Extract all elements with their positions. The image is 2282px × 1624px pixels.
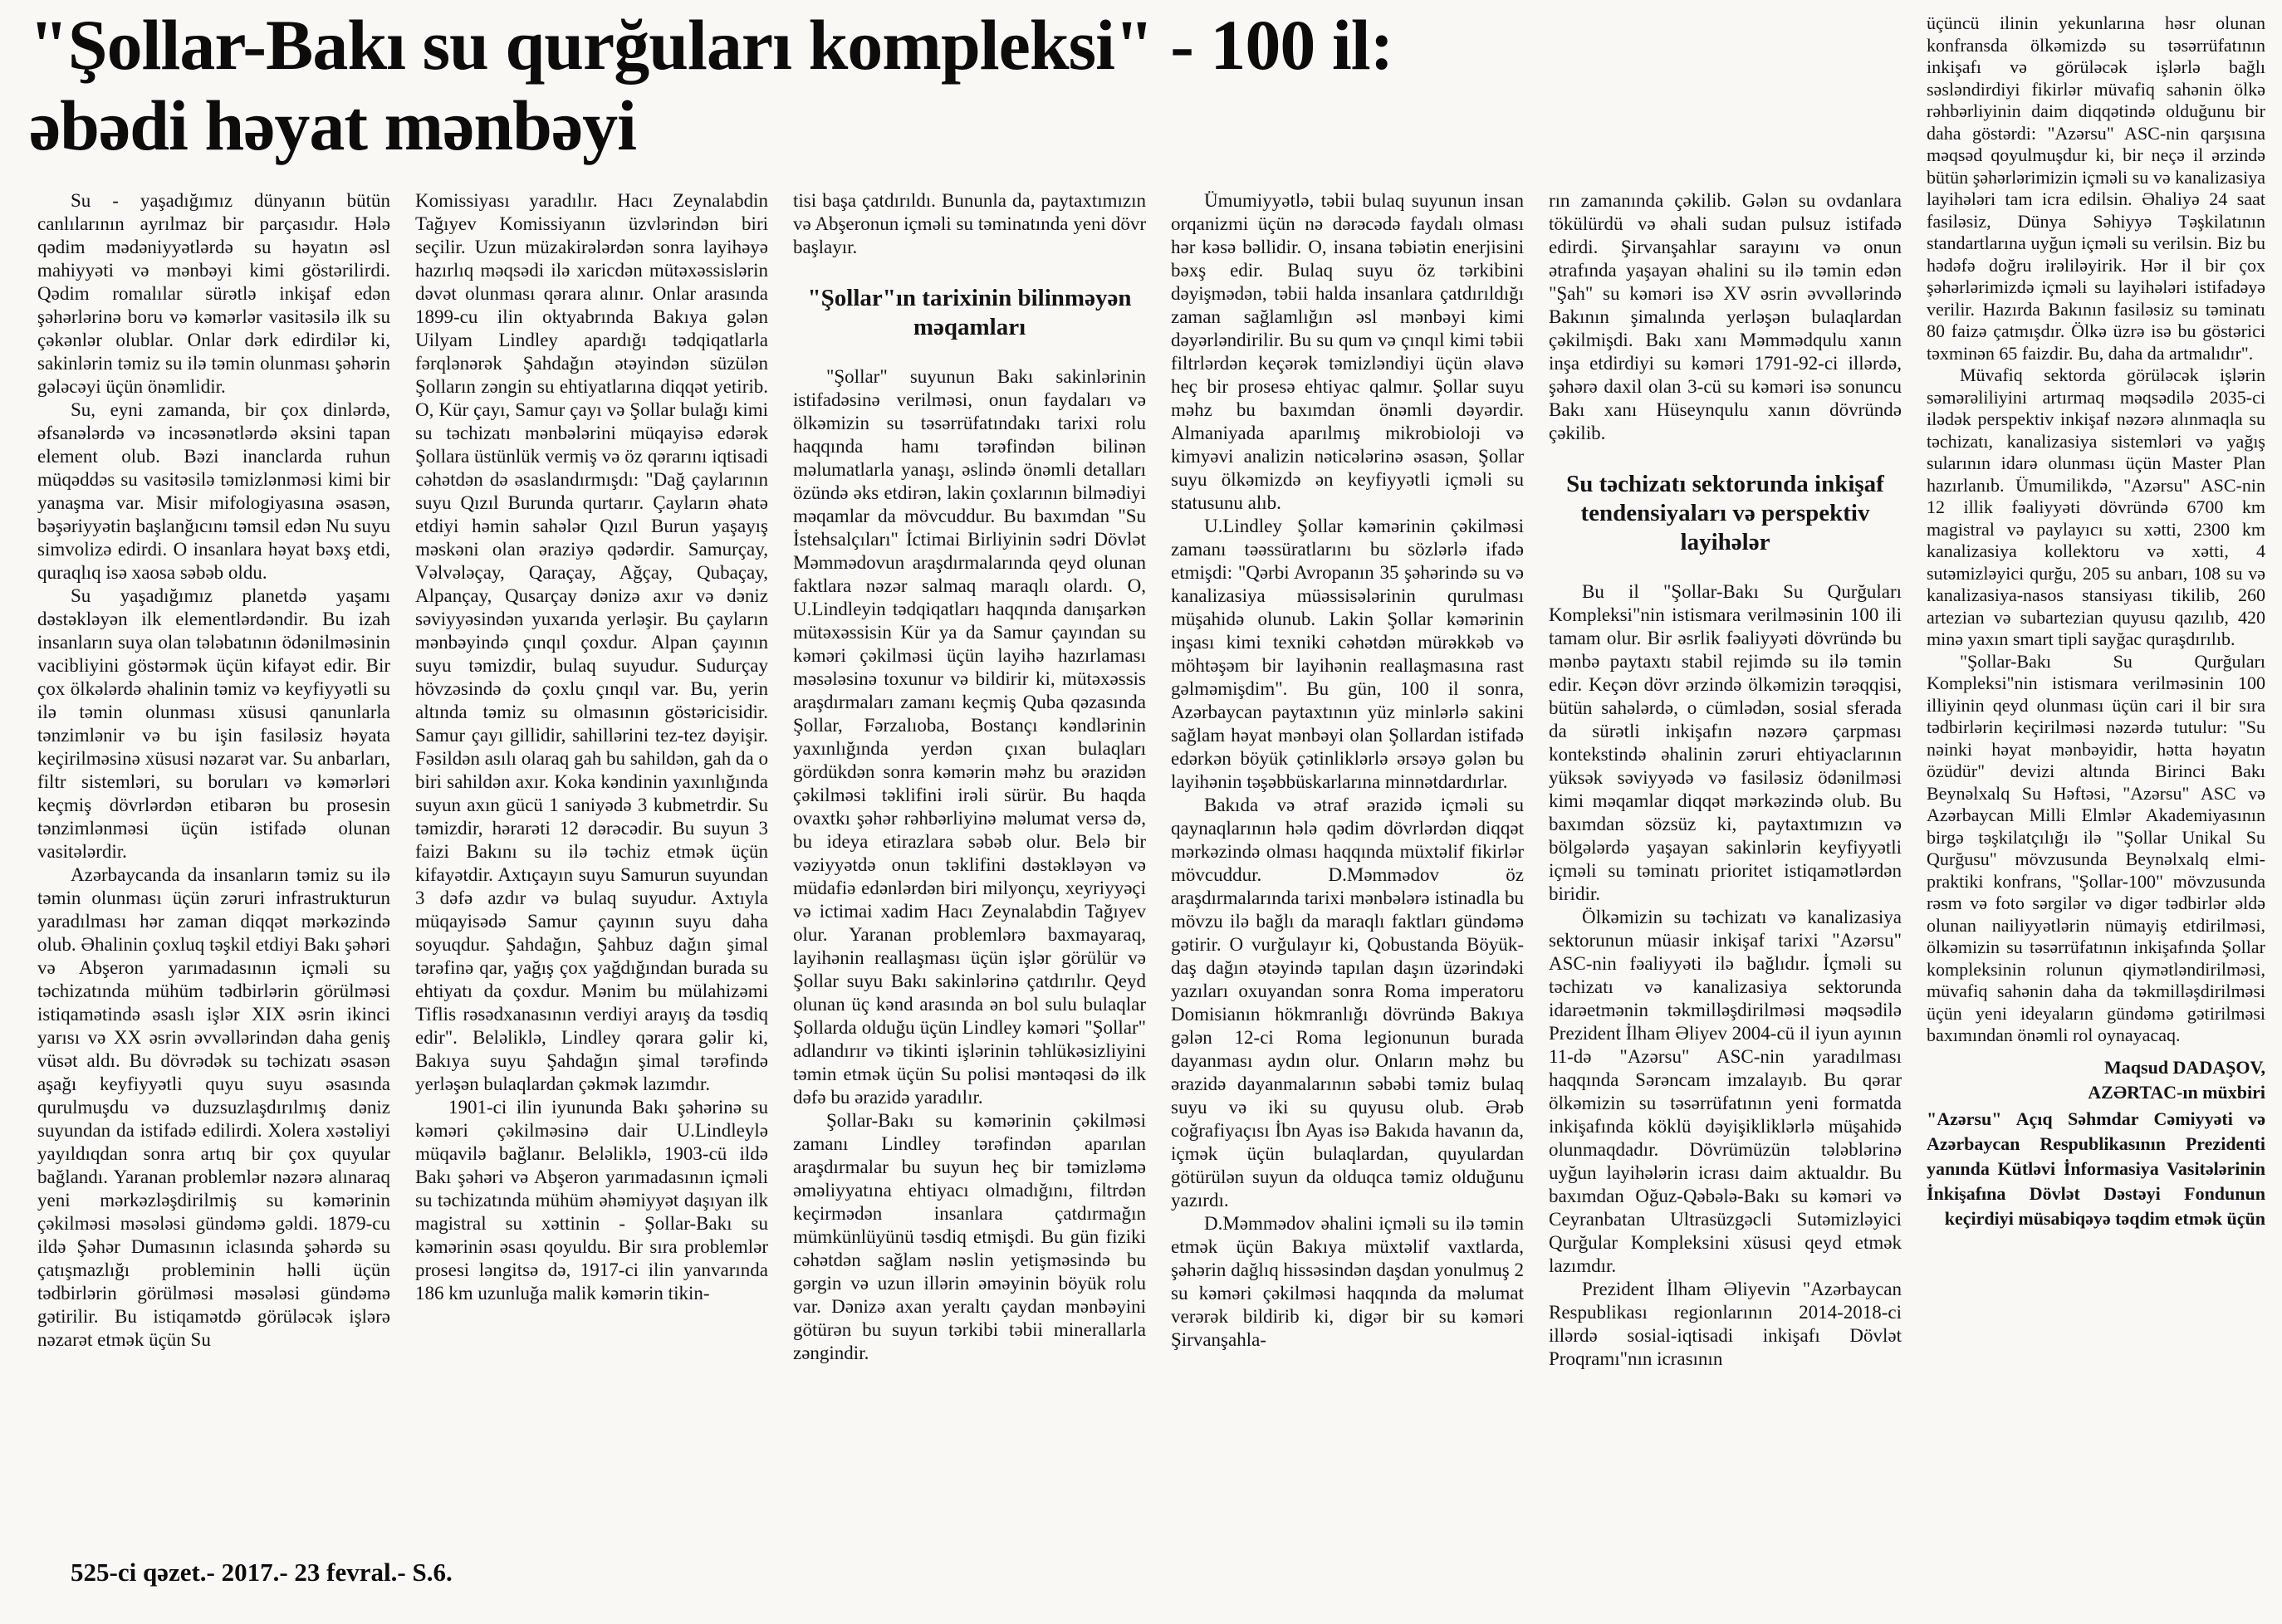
article-column-6 (1927, 12, 2265, 1231)
headline-line-1: "Şollar-Bakı su qurğuları kompleksi" - 100 il: (29, 5, 1393, 85)
headline-line-2: əbədi həyat mənbəyi (29, 86, 637, 165)
page-footer: 525-ci qəzet.- 2017.- 23 fevral.- S.6. (71, 1558, 453, 1587)
paragraph: Şollar-Bakı su kəmərinin çəkilməsi zamanı Lindley tərəfindən aparılan araşdırmalar bu suyun heç bir təmizləmə əməliyyatına ehtiyacı olmadığını, filtrdən keçirmədən insanlara çatdırmağın mümkünlüyünü təsdiq etmişdi. Bu gün fiziki cəhətdən sağlam nəslin yetişməsində bu gərgin və uzun illərin əməyinin böyük rolu var. Dənizə axan yeraltı çaydan mənbəyini götürən bu suyun tərkibi təbii minerallarla zəngindir. (793, 1110, 1146, 1363)
paragraph: Su, eyni zamanda, bir çox dinlərdə, əfsanələrdə və incəsənətlərdə əksini tapan element olub. Bəzi inanclarda ruhun müqəddəs su vasitəsilə təmizlənməsi kimi bir yanaşma var. Misir mifologiyasına əsasən, bəşəriyyətin başlanğıcını təmsil edən Nu suyu simvolizə edirdi. O insanlara həyat bəxş etdi, quraqlıq isə xaosa səbəb oldu. (37, 399, 390, 583)
paragraph: D.Məmmədov əhalini içməli su ilə təmin etmək üçün Bakıya müxtəlif vaxtlarda, şəhərin dağlıq hissəsindən daşdan yonulmuş 2 su kəməri çəkilməsi haqqında da məlumat verərək bildirib ki, digər bir su kəməri Şirvanşahla- (1171, 1213, 1524, 1350)
section-heading-sollar-history: "Şollar"ın tarixinin bilinməyən məqamları (807, 285, 1132, 340)
article-column-3 (793, 189, 1146, 1365)
section-heading-water-sector: Su təchizatı sektorunda inkişaf tendensiyaları və perspektiv layihələr (1566, 471, 1884, 555)
paragraph: Su yaşadığımız planetdə yaşamı dəstəkləyən ilk elementlərdəndir. Bu izah insanların suya olan tələbatının ödənilməsinin vacibliyini göstərmək üçün kifayət edir. Bir çox ölkələrdə əhalinin təmiz və keyfiyyətli su ilə təmin olunması xüsusi qanunlarla tənzimlənir və bu işin fasiləsiz həyata keçirilməsinə xüsusi nəzarət var. Su anbarları, filtr sistemləri, su boruları və kəmərləri keçmiş dövrlərdən etibarən bu prosesin tənzimlənməsi üçün istifadə olunan vasitələrdir. (37, 585, 390, 862)
paragraph: U.Lindley Şollar kəmərinin çəkilməsi zamanı təəssüratlarını bu sözlərlə ifadə etmişdi: "Qərbi Avropanın 35 şəhərində su və kanalizasiya müəssisələrinin qurulması müşahidə olunub. Lakin Şollar kəmərinin inşası kimi texniki cəhətdən mürəkkəb və möhtəşəm bir layihənin reallaşmasına rast gəlməmişdim". Bu gün, 100 il sonra, Azərbaycan paytaxtının yüz minlərlə sakini sağlam həyat mənbəyi olan Şollardan istifadə edərkən böyük çətinliklərlə ərsəyə gələn bu layihənin təşəbbüskarlarına minnətdardırlar. (1171, 516, 1524, 792)
paragraph: tisi başa çatdırıldı. Bununla da, paytaxtımızın və Abşeronun içməli su təminatında yeni dövr başlayır. (793, 190, 1146, 257)
article-column-2 (415, 189, 768, 1305)
paragraph: "Şollar" suyunun Bakı sakinlərinin istifadəsinə verilməsi, onun faydaları və ölkəmizin su təsərrüfatındakı tarixi rolu haqqında hamı tərəfindən bilinən məlumatlarla yanaşı, əslində önəmli detalları özündə əks etdirən, lakin çoxlarının bilmədiyi məqamlar da mövcuddur. Bu baxımdan "Su İstehsalçıları" İctimai Birliyinin sədri Dövlət Məmmədovun araşdırmalarında qeyd olunan faktlara nəzər salmaq maraqlı olardı. O, U.Lindleyin tədqiqatları haqqında danışarkən mütəxəssisin Kür ya da Samur çayından su kəməri çəkilməsi üçün layihə hazırlaması məsələsinə toxunur və bildirir ki, mütəxəssis araşdırmaları zamanı keçmiş Quba qəzasında Şollar, Fərzalıoba, Bostançı kəndlərinin yaxınlığında yerdən çıxan bulaqları gördükdən sonra kəmərin məhz bu ərazidən çəkilməsi təklifini irəli sürür. Bu haqda ovaxtkı şəhər rəhbərliyinə məlumat versə də, bu ideya etirazlara səbəb olur. Belə bir vəziyyətdə onun təklifini dəstəkləyən və müdafiə edənlərdən biri milyonçu, xeyriyyəçi və ictimai xadim Hacı Zeynalabdin Tağıyev olur. Yaranan problemlərə baxmayaraq, layihənin reallaşması üçün işlər görülür və Şollar suyu Bakı sakinlərinə çatdırılır. Qeyd olunan üç kənd arasında ən bol sulu bulaqlar Şollarda olduğu üçün Lindley kəməri "Şollar" adlandırır və tikinti işlərinin təhlükəsizliyini təmin etmək üçün Su polisi məntəqəsi də ilk dəfə bu ərazidə yaradılır. (793, 366, 1146, 1108)
paragraph: Komissiyası yaradılır. Hacı Zeynalabdin Tağıyev Komissiyanın üzvlərindən biri seçilir. Uzun müzakirələrdən sonra layihəyə hazırlıq məqsədi ilə xaricdən mütəxəssislərin dəvət olunması qərara alınır. Onlar arasında 1899-cu ilin oktyabrında Bakıya gələn Uilyam Lindley apardığı tədqiqatlarla fərqlənərək Şahdağın ətəyindən süzülən Şolların zəngin su ehtiyatlarına diqqət yetirib. O, Kür çayı, Samur çayı və Şollar bulağı kimi su təchizatı mənbələrini müqayisə edərək Şollara üstünlük vermiş və öz qərarını iqtisadi cəhətdən də əsaslandırmışdı: "Dağ çaylarının suyu Qızıl Burunda qurtarır. Çayların əhatə etdiyi həmin sahələr Qızıl Burun yaşayış məskəni olan əraziyə qədərdir. Samurçay, Vəlvələçay, Qaraçay, Ağçay, Qubaçay, Alpançay, Qusarçay dənizə axır və dəniz səviyyəsindən yuxarıda yerləşir. Bu çayların mənbəyində çınqıl çoxdur. Alpan çayının suyu təmizdir, bulaq suyudur. Sudurçay hövzəsində də çoxlu çınqıl var. Bu, yerin altında təmiz su olmasının göstəricisidir. Samur çayı gillidir, sahillərini tez-tez dəyişir. Fəsildən asılı olaraq gah bu sahildən, gah da o biri sahildən axır. Koka kəndinin yaxınlığında suyun axın gücü 1 saniyədə 3 kubmetrdir. Su təmizdir, hərarəti 12 dərəcədir. Bu suyun 3 faizi Bakını su ilə təchiz etmək üçün kifayətdir. Axtıçayın suyu Samurun suyundan 3 dəfə azdır və bulaq suyudur. Axtıyla müqayisədə Samur çayının suyu daha soyuqdur. Şahdağın, Şahbuz dağın şimal tərəfinə qar, yağış çox yağdığından burada su ehtiyatı da çoxdur. Mənim bu mülahizəmi Tiflis rəsədxanasının verdiyi arayış da təsdiq edir". Beləliklə, Lindley qərara gəlir ki, Bakıya suyu Şahdağın şimal tərəfində yerləşən bulaqlardan çəkmək lazımdır. (415, 190, 768, 1094)
paragraph: 1901-ci ilin iyununda Bakı şəhərinə su kəməri çəkilməsinə dair U.Lindleylə müqavilə bağlanır. Beləliklə, 1903-cü ildə Bakı şəhəri və Abşeron yarımadasının içməli su təchizatında mühüm əhəmiyyət daşıyan ilk magistral su xəttinin - Şollar-Bakı su kəmərinin əsası qoyuldu. Bir sıra problemlər prosesi ləngitsə də, 1917-ci ilin yanvarında 186 km uzunluğa malik kəmərin tikin- (415, 1097, 768, 1304)
article-column-5 (1549, 189, 1902, 1371)
paragraph: Bakıda və ətraf ərazidə içməli su qaynaqlarının hələ qədim dövrlərdən diqqət mərkəzində olması haqqında müxtəlif fikirlər mövcuddur. D.Məmmədov öz araşdırmalarında tarixi mənbələrə istinadla bu mövzu ilə bağlı da maraqlı faktları gündəmə gətirir. O vurğulayır ki, Qobustanda Böyük-daş dağın ətəyində tapılan daşın üzərindəki yazıları oxuyandan sonra Roma imperatoru Domisianın hökmranlığı dövründə Bakıya gələn 12-ci Roma legionunun burada dayanması aydın olur. Onların məhz bu ərazidə dayanmalarının səbəbi təmiz bulaq suyu və iki su quyusu olub. Ərəb coğrafiyaçısı İbn Ayas isə Bakıda havanın da, içmək üçün bulaqlardan, quyulardan götürülən suyun da olduqca təmiz olduğunu yazırdı. (1171, 795, 1524, 1211)
paragraph: "Şollar-Bakı Su Qurğuları Kompleksi"nin istismara verilməsinin 100 illiyinin qeyd olunması üçün cari il bir sıra tədbirlərin keçirilməsi nəzərdə tutulur: "Su nəinki həyat mənbəyidir, hətta həyatın özüdür" devizi altında Birinci Bakı Beynəlxalq Su Həftəsi, "Azərsu" ASC və Azərbaycan Milli Elmlər Akademiyasının birgə təşkilatçılığı ilə "Şollar Unikal Su Qurğusu" mövzusunda Beynəlxalq elmi-praktiki konfrans, "Şollar-100" mövzusunda rəsm və foto sərgilər və digər tədbirlər əldə olunan nailiyyətlərin nümayiş etdirilməsi, ölkəmizin su təsərrüfatının inkişafında Şollar kompleksinin rolunun qiymətləndirilməsi, müvafiq sahənin daha da təkmilləşdirilməsi üçün yeni ideyaların gündəmə gətirilməsi baxımından önəmli rol oynayacaq. (1927, 650, 2265, 1045)
paragraph: Azərbaycanda da insanların təmiz su ilə təmin olunması üçün zəruri infrastrukturun yaradılması hər zaman diqqət mərkəzində olub. Əhalinin çoxluq təşkil etdiyi Bakı şəhəri və Abşeron yarımadasının içməli su təchizatında mühüm tədbirlərin görülməsi istiqamətində əsaslı işlər XIX əsrin ikinci yarısı və XX əsrin əvvəllərindən daha geniş vüsət aldı. Bu dövrədək su təchizatı əsasən aşağı keyfiyyətli quyu suyu əsasında qurulmuşdu və duzsuzlaşdırılmış dəniz suyundan da istifadə edilirdi. Xolera xəstəliyi yayıldıqdan sonra artıq bir çox quyular bağlandı. Yaranan problemlər nəzərə alınaraq yeni mərkəzləşdirilmiş su kəmərinin çəkilməsi məsələsi gündəmə gəldi. 1879-cu ildə Şəhər Dumasının iclasında şəhərdə su çatışmazlığı probleminin həlli üçün tədbirlərin görülməsi məsələsi gündəmə gətirilir. Bu istiqamətdə görüləcək işlərə nəzarət etmək üçün Su (37, 864, 390, 1350)
article-column-4 (1171, 189, 1524, 1352)
paragraph: Ölkəmizin su təchizatı və kanalizasiya sektorunun müasir inkişaf tarixi "Azərsu" ASC-nin fəaliyyəti ilə bağlıdır. İçməli su təchizatı və kanalizasiya sektorunda idarəetmənin təkmilləşdirilməsi məqsədilə Prezident İlham Əliyev 2004-cü il iyun ayının 11-də "Azərsu" ASC-nin yaradılması haqqında Sərəncam imzalayıb. Bu qərar ölkəmizin su təsərrüfatının yeni formatda inkişafında köklü dəyişikliklərlə müşahidə olunmaqdadır. Dövrümüzün tələblərinə uyğun layihələrin icrası daim aktualdır. Bu baxımdan Oğuz-Qəbələ-Bakı su kəməri və Ceyranbatan Ultrasüzgəcli Sutəmizləyici Qurğular Kompleksini xüsusi qeyd etmək lazımdır. (1549, 907, 1902, 1276)
byline-credit: "Azərsu" Açıq Səhmdar Cəmiyyəti və Azərbaycan Respublikasının Prezidenti yanında Kütləvi İnformasiya Vasitələrinin İnkişafına Dövlət Dəstəyi Fondunun keçirdiyi müsabiqəyə təqdim etmək üçün (1927, 1108, 2265, 1229)
paragraph: Prezident İlham Əliyevin "Azərbaycan Respublikası regionlarının 2014-2018-ci illərdə sosial-iqtisadi inkişafı Dövlət Proqramı"nın icrasının (1549, 1279, 1902, 1369)
paragraph: Su - yaşadığımız dünyanın bütün canlılarının ayrılmaz bir parçasıdır. Hələ qədim mədəniyyətlərdə su həyatın əsl mahiyyəti və mənbəyi kimi göstərilirdi. Qədim romalılar sürətlə inkişaf edən şəhərlərinə boru və kəmərlər vasitəsilə ilk su çəkənlər olublar. Onlar dərk edirdilər ki, sakinlərin təmiz su ilə təmin olunması şəhərin gələcəyi üçün önəmlidir. (37, 190, 390, 397)
byline-author: Maqsud DADAŞOV, (2104, 1056, 2265, 1078)
paragraph: Bu il "Şollar-Bakı Su Qurğuları Kompleksi"nin istismara verilməsinin 100 ili tamam olur. Bir əsrlik fəaliyyəti dövründə bu mənbə paytaxtı stabil rejimdə su ilə təmin edir. Keçən dövr ərzində ölkəmizin tərəqqisi, bütün sahələrdə, o cümlədən, sosial sferada da sürətli inkişafın nəzərə çarpması kontekstində əhalinin zəruri ehtiyaclarının yüksək səviyyədə və fasiləsiz ödənilməsi kimi məqamlar diqqət mərkəzində olub. Bu baxımdan sözsüz ki, paytaxtımızın və bölgələrdə yaşayan sakinlərin keyfiyyətli içməli su təminatı prioritet istiqamətlərdən biridir. (1549, 581, 1902, 904)
paragraph: Müvafiq sektorda görüləcək işlərin səmərəliliyini artırmaq məqsədilə 2035-ci ilədək perspektiv inkişaf nəzərə alınmaqla su təchizatı, kanalizasiya sistemləri və yağış sularının idarə olunması üçün Master Plan hazırlanıb. Ümumilikdə, "Azərsu" ASC-nin 12 illik fəaliyyəti dövründə 6700 km magistral və paylayıcı su xətti, 2300 km kanalizasiya kollektoru və xətti, 4 sutəmizləyici qurğu, 205 su anbarı, 108 su və kanalizasiya-nasos stansiyası tikilib, 260 artezian və subartezian quyusu qazılıb, 420 minə yaxın smart tipli sayğac quraşdırılıb. (1927, 364, 2265, 649)
paragraph: rın zamanında çəkilib. Gələn su ovdanlara tökülürdü və əhali sudan pulsuz istifadə edirdi. Şirvanşahlar sarayını və onun ətrafında yaşayan əhalini su ilə təmin edən "Şah" su kəməri isə XV əsrin əvvəllərində Bakının şimalında yerləşən bulaqlardan çəkilmişdi. Bakı xanı Məmmədqulu xanın inşa etdirdiyi su kəməri 1791-92-ci illərdə, şəhərə daxil olan 3-cü su kəməri isə sonuncu Bakı xanı Hüseynqulu xanın dövründə çəkilib. (1549, 190, 1902, 443)
article-headline (29, 5, 1914, 166)
paragraph: Ümumiyyətlə, təbii bulaq suyunun insan orqanizmi üçün nə dərəcədə faydalı olması hər kəsə bəllidir. O, insana təbiətin enerjisini bəxş edir. Bulaq suyu öz tərkibini dəyişmədən, təbii halda insanlara çatdırıldığı zaman sağlamlığın əsl mənbəyi kimi dəyərləndirilir. Bu su qum və çınqıl kimi təbii filtrlərdən keçərək təmizləndiyi üçün əlavə heç bir prosesə ehtiyac qalmır. Şollar suyu məhz bu baxımdan önəmli dəyərdir. Almaniyada aparılmış mikrobioloji və kimyəvi analizin nəticələrinə əsasən, Şollar suyu ölkəmizdə ən keyfiyyətli içməli su statusunu alıb. (1171, 190, 1524, 513)
paragraph: üçüncü ilinin yekunlarına həsr olunan konfransda ölkəmizdə su təsərrüfatının inkişafı və görüləcək işlərlə bağlı səsləndirdiyi fikirlər müvafiq sahənin ölkə rəhbərliyinin daim diqqətində olduğunu bir daha göstərdi: "Azərsu" ASC-nin qarşısına məqsəd qoyulmuşdur ki, bir neçə il ərzində bütün şəhərlərimizin içməli su və kanalizasiya layihələri tam icra edilsin. Əhaliyə 24 saat fasiləsiz, Dünya Səhiyyə Təşkilatının standartlarına uyğun içməli su verilsin. Biz bu hədəfə doğru irəliləyirik. Hər il bir çox şəhərlərimizdə içməli su layihələri istifadəyə verilir. Hazırda Bakının fasiləsiz su təminatı 80 faizə çatmışdır. Ölkə üzrə isə bu göstərici təxminən 65 faizdir. Bu, daha da artmalıdır". (1927, 12, 2265, 364)
byline (1927, 1055, 2265, 1231)
article-column-1 (37, 189, 390, 1352)
byline-role: AZƏRTAC-ın müxbiri (2088, 1081, 2265, 1103)
